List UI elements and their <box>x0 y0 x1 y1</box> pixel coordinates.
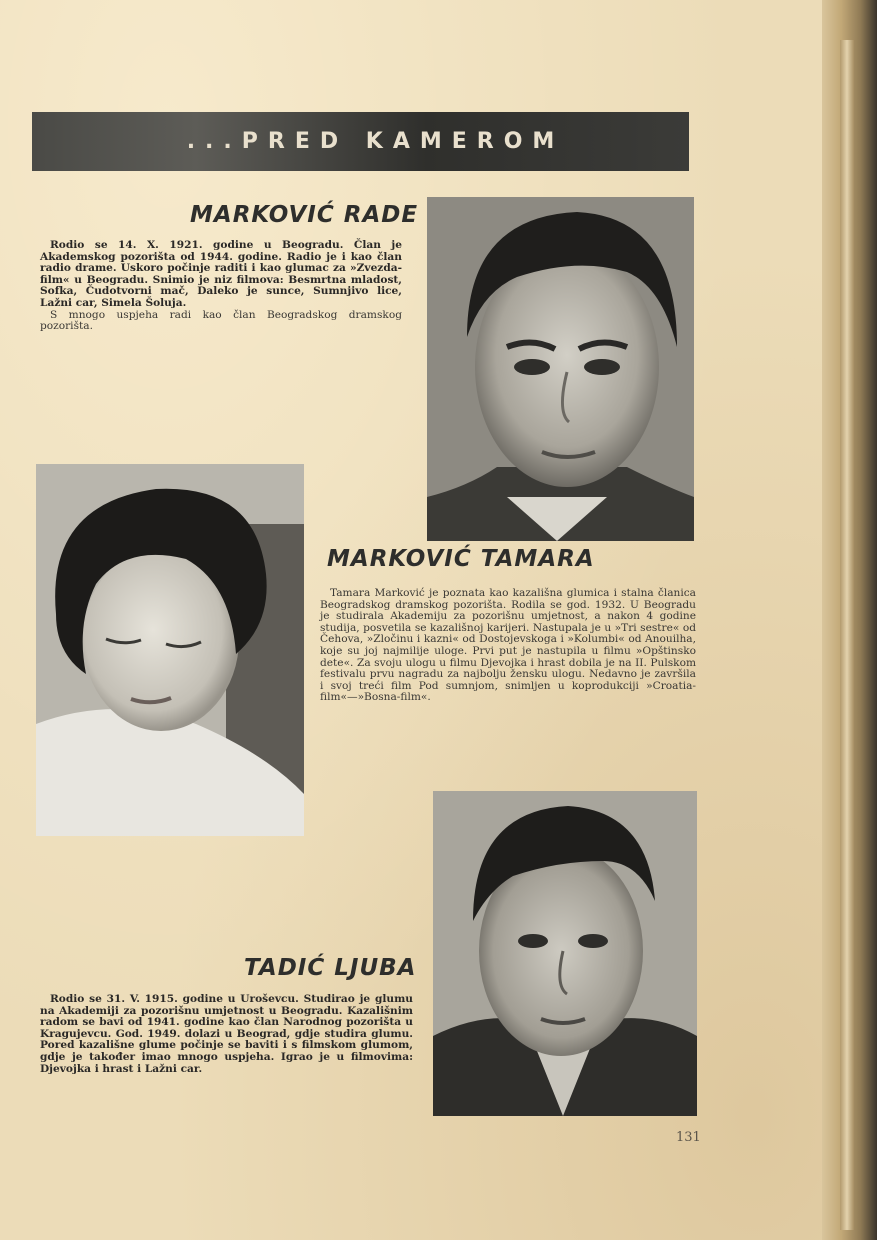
bio-paragraph: Rodio se 14. X. 1921. godine u Beogradu. Član je Akademskog pozorišta od 1944. godine. Radio je i kao član radio drame. Uskoro počinje raditi i kao glumac za »Zvezda-film« u Beogradu. Snimio je niz filmova: Besmrtna mladost, Sofka, Čudotvorni mač, Daleko je sunce, Sumnjivo lice, Lažni car, Simela Šoluja. <box>40 239 402 309</box>
section-title: ...PRED KAMEROM <box>186 129 565 154</box>
portrait-photo-tadic-ljuba <box>433 791 697 1116</box>
entry-bio-markovic-tamara <box>320 588 696 704</box>
entry-name-markovic-rade: MARKOVIĆ RADE <box>190 202 419 228</box>
portrait-photo-markovic-tamara <box>36 464 304 836</box>
portrait-photo-markovic-rade <box>427 197 694 541</box>
entry-name-markovic-tamara: MARKOVIĆ TAMARA <box>327 546 595 572</box>
entry-name-tadic-ljuba: TADIĆ LJUBA <box>244 955 417 981</box>
page-number: 131 <box>676 1130 701 1145</box>
bio-paragraph: S mnogo uspjeha radi kao član Beogradskog dramskog pozorišta. <box>40 308 402 333</box>
entry-bio-markovic-rade <box>40 240 402 333</box>
bio-paragraph: Rodio se 31. V. 1915. godine u Uroševcu. Studirao je glumu na Akademiji za pozorišnu umjetnost u Beogradu. Kazališnim radom se bavi od 1941. godine kao član Narodnog pozorišta u Kragujevcu. God. 1949. dolazi u Beograd, gdje studira glumu. Pored kazališne glume počinje se baviti i s filmskom glumom, gdje je također imao mnogo uspjeha. Igrao je u filmovima: Djevojka i hrast i Lažni car. <box>40 993 413 1075</box>
section-banner <box>32 112 689 171</box>
entry-bio-tadic-ljuba <box>40 994 413 1075</box>
page-edge-fold <box>840 40 854 1230</box>
bio-paragraph: Tamara Marković je poznata kao kazališna glumica i stalna članica Beogradskog dramskog pozorišta. Rodila se god. 1932. U Beogradu je studirala Akademiju za pozorišnu umjetnost, a nakon 4 godine studija, posvetila se kazališnoj karijeri. Nastupala je u »Tri sestre« od Čehova, »Zločinu i kazni« od Dostojevskoga i »Kolumbi« od Anouilha, koje su joj najmilije uloge. Prvi put je nastupila u filmu »Opštinsko dete«. Za svoju ulogu u filmu Djevojka i hrast dobila je na II. Pulskom festivalu prvu nagradu za najbolju žensku ulogu. Nedavno je završila i svoj treći film Pod sumnjom, snimljen u koprodukciji »Croatia-film«—»Bosna-film«. <box>320 587 696 704</box>
